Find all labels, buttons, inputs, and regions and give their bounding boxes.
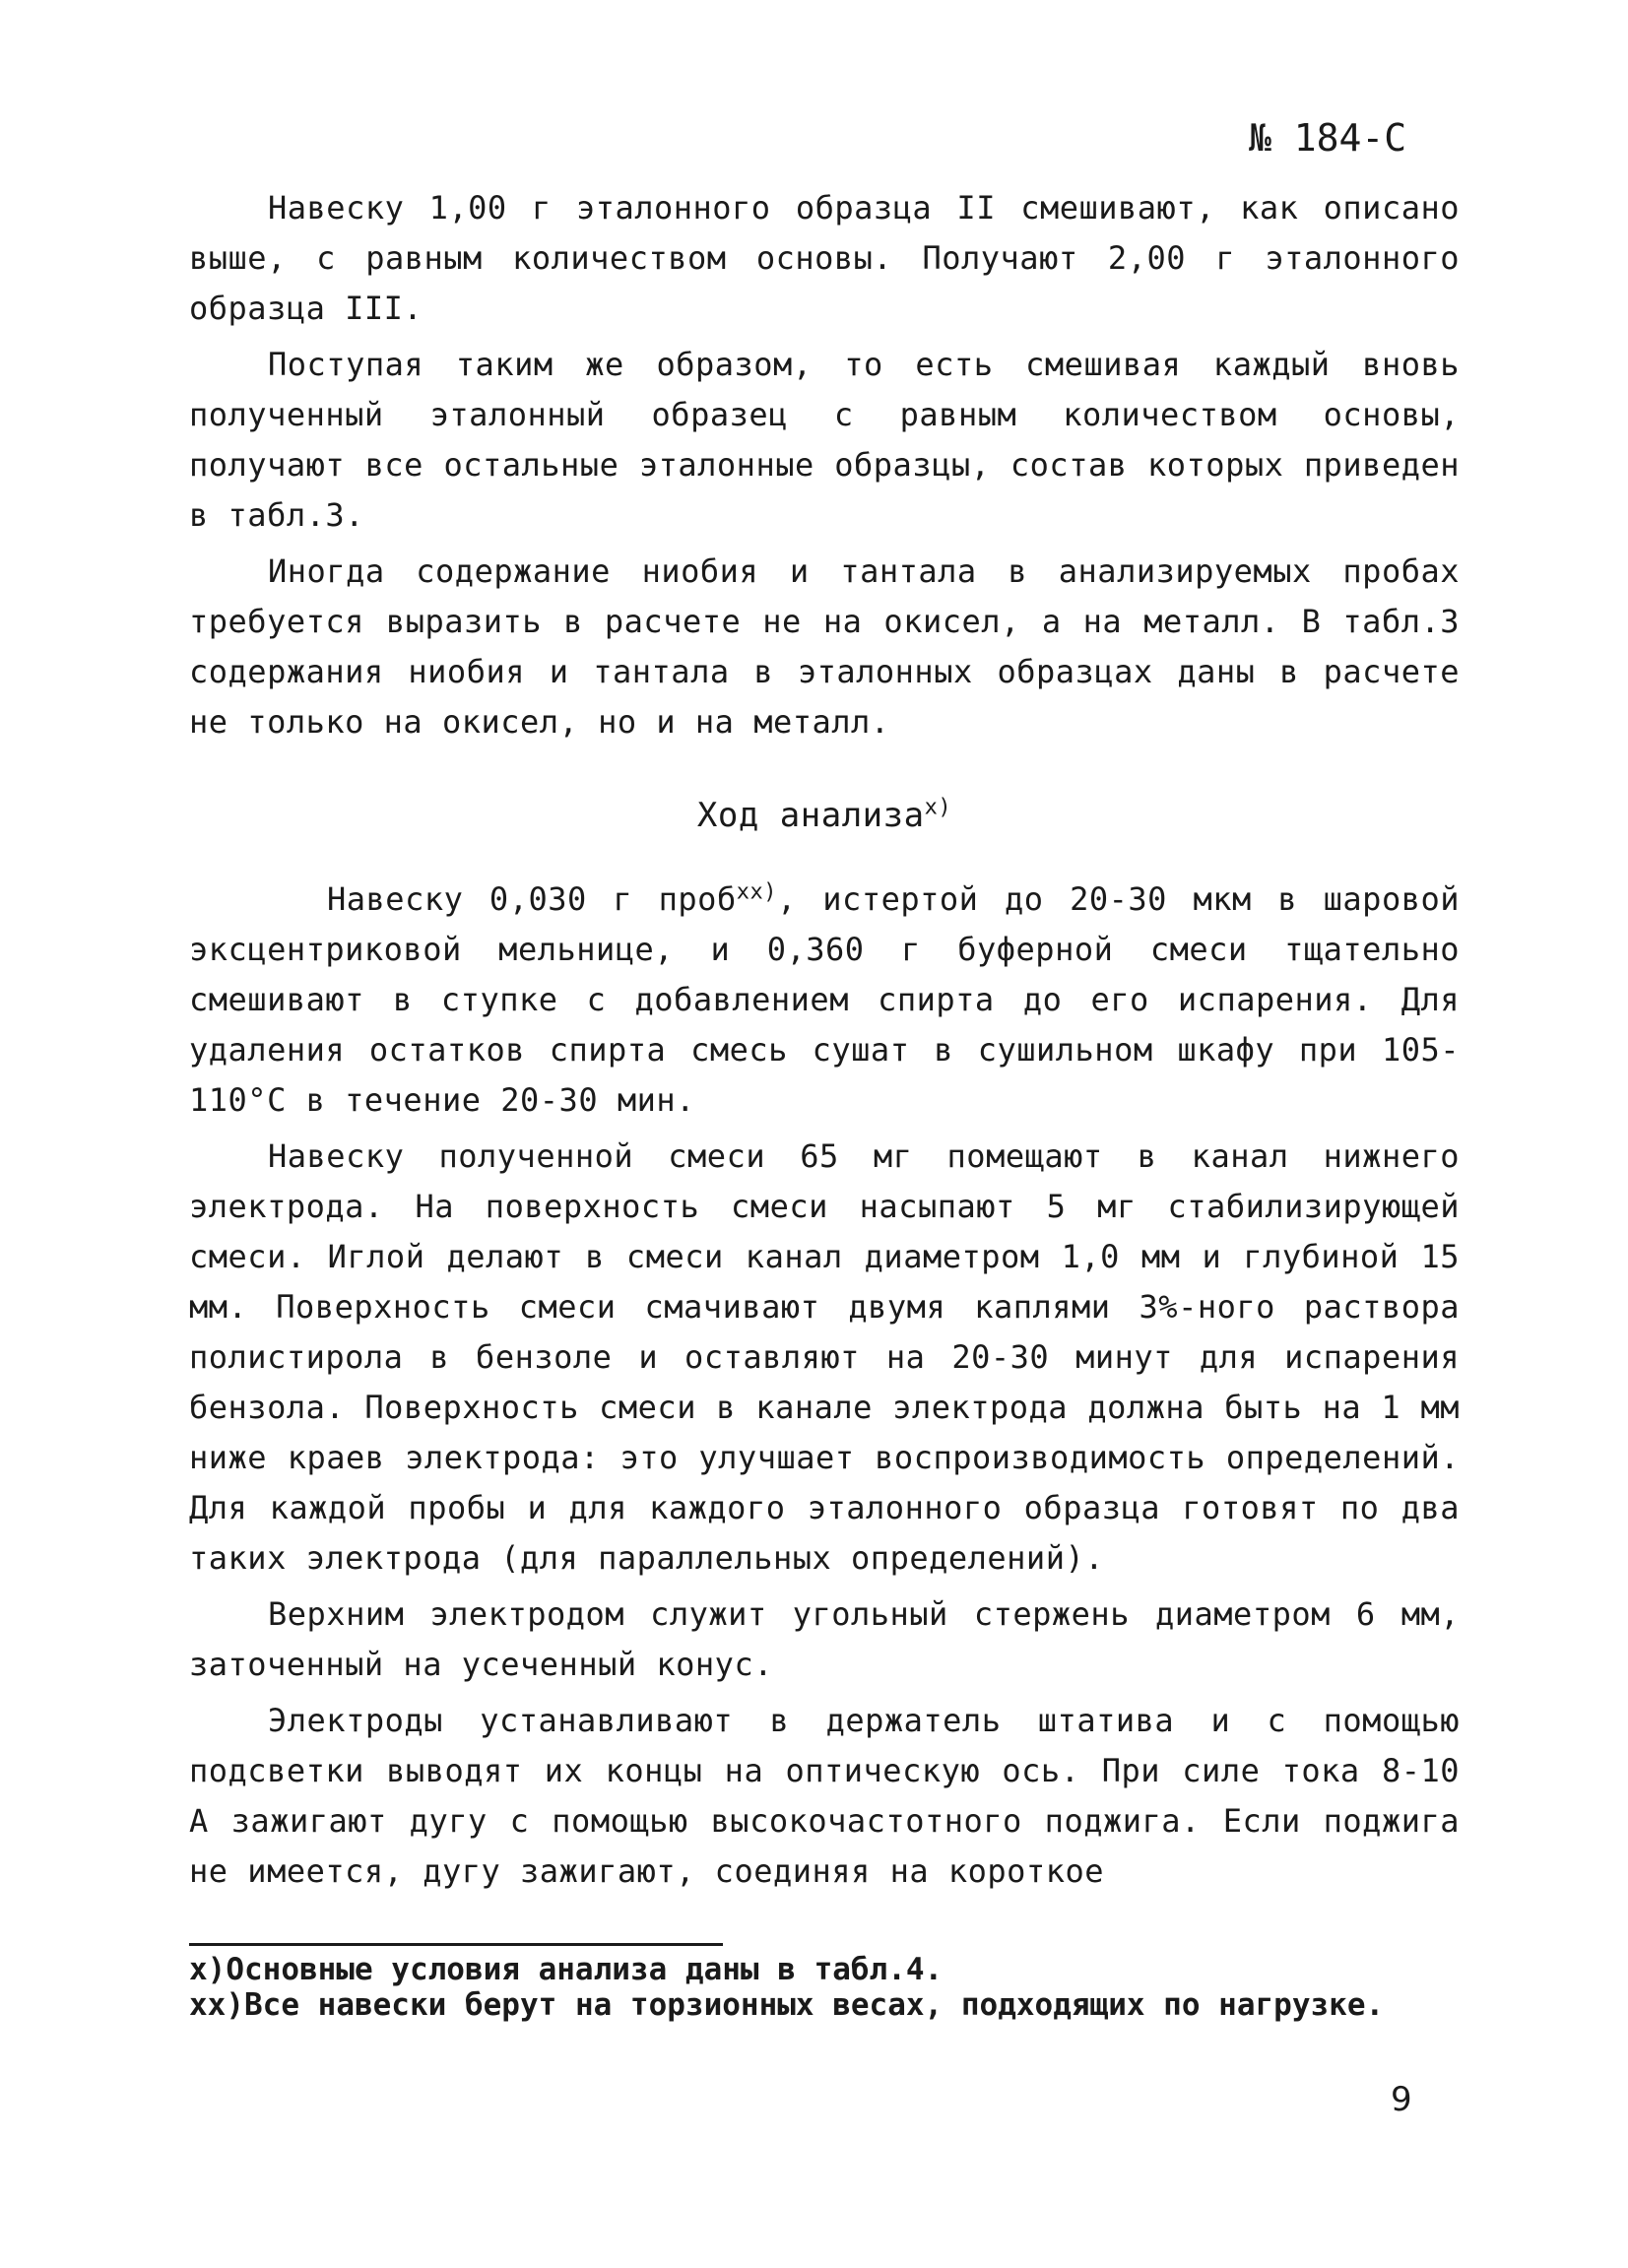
footnote-marker: x) [924, 795, 952, 820]
paragraph-start: Навеску 0,030 г проб [327, 880, 737, 918]
footnotes [189, 1952, 1460, 2023]
paragraph: Поступая таким же образом, то есть смешивая каждый вновь полученный эталонный образец с равным количеством основы, получают все остальные эталонные образцы, состав которых приведен в табл.3. [189, 346, 1460, 534]
footnote [189, 1987, 1460, 2023]
document-number: № 184-С [1249, 116, 1407, 160]
paragraph: Электроды устанавливают в держатель штатива и с помощью подсветки выводят их концы на оптическую ось. При силе тока 8-10 А зажигают дугу с помощью высокочастотного поджига. Если поджига не имеется, дугу зажигают, соединяя на короткое [189, 1702, 1460, 1890]
paragraph: Навеску полученной смеси 65 мг помещают в канал нижнего электрода. На поверхность смеси насыпают 5 мг стабилизирующей смеси. Иглой делают в смеси канал диаметром 1,0 мм и глубиной 15 мм. Поверхность смеси смачивают двумя каплями 3%-ного раствора полистирола в бензоле и оставляют на 20-30 минут для испарения бензола. Поверхность смеси в канале электрода должна быть на 1 мм ниже краев электрода: это улучшает воспроизводимость определений. Для каждой пробы и для каждого эталонного образца готовят по два таких электрода (для параллельных определений). [189, 1137, 1460, 1577]
section-title [189, 791, 1460, 841]
footnote-marker: xx) [736, 879, 777, 905]
paragraph: Верхним электродом служит угольный стержень диаметром 6 мм, заточенный на усеченный конус. [189, 1595, 1460, 1683]
footnote-marker: xx) [189, 1987, 244, 2023]
footnote [189, 1952, 1460, 1987]
body-text [189, 183, 1460, 1903]
footnote-text: Все навески берут на торзионных весах, подходящих по нагрузке. [244, 1987, 1385, 2023]
paragraph [189, 875, 1460, 1126]
page-number: 9 [1391, 2080, 1412, 2119]
footnote-divider [189, 1943, 723, 1946]
footnote-text: Основные условия анализа даны в табл.4. [226, 1952, 944, 1987]
paragraph: Иногда содержание ниобия и тантала в анализируемых пробах требуется выразить в расчете не на окисел, а на металл. В табл.3 содержания ниобия и тантала в эталонных образцах даны в расчете не только на окисел, но и на металл. [189, 552, 1460, 741]
footnote-marker: x) [189, 1952, 227, 1987]
paragraph-rest: , истертой до 20-30 мкм в шаровой эксцентриковой мельнице, и 0,360 г буферной смеси тщательно смешивают в ступке с добавлением спирта до его испарения. Для удаления остатков спирта смесь сушат в сушильном шкафу при 105-110°С в течение 20-30 мин. [189, 880, 1460, 1119]
section-title-text: Ход анализа [696, 796, 925, 835]
paragraph: Навеску 1,00 г эталонного образца II смешивают, как описано выше, с равным количеством основы. Получают 2,00 г эталонного образца III. [189, 189, 1460, 327]
